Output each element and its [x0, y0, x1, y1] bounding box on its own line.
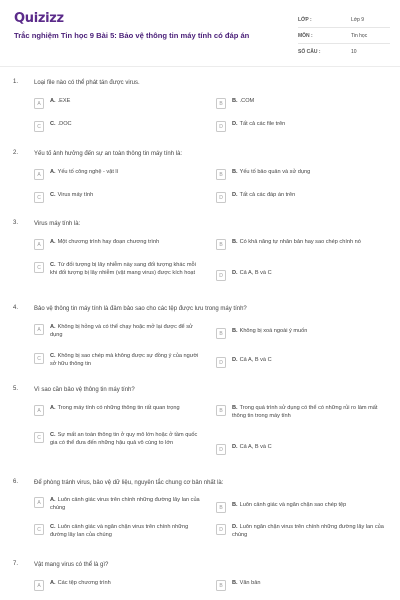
option-label: B. — [232, 328, 238, 334]
option-label: C. — [50, 524, 56, 530]
option-letter-box: B — [216, 502, 226, 513]
answer-option[interactable] — [216, 239, 392, 250]
info-label: LỚP : — [298, 16, 312, 23]
info-label: SỐ CÂU : — [298, 48, 321, 55]
answer-option[interactable] — [34, 192, 214, 203]
option-letter-box: C — [34, 262, 44, 273]
question-number: 6. — [13, 479, 19, 485]
option-label: B. — [232, 98, 238, 104]
answer-option[interactable] — [216, 121, 396, 132]
question-text: Virus máy tính là: — [34, 221, 81, 227]
option-letter-box: B — [216, 580, 226, 591]
info-row-count — [298, 44, 390, 59]
option-label: D. — [232, 121, 238, 127]
option-label: D. — [232, 192, 238, 198]
answer-option[interactable] — [34, 524, 206, 539]
answer-option[interactable] — [34, 239, 214, 250]
option-text: .COM — [239, 98, 255, 104]
info-row-grade — [298, 12, 390, 28]
option-label: D. — [232, 357, 238, 363]
option-label: A. — [50, 497, 56, 503]
question-text: Loại file nào có thể phát tán được virus. — [34, 80, 140, 86]
answer-option[interactable] — [216, 98, 396, 109]
option-letter-box: C — [34, 121, 44, 132]
answer-option[interactable] — [216, 444, 396, 455]
option-label: A. — [50, 98, 56, 104]
option-text: .EXE — [57, 98, 71, 104]
option-letter-box: B — [216, 98, 226, 109]
option-label: B. — [232, 239, 238, 245]
answer-option[interactable] — [216, 580, 396, 591]
option-label: A. — [50, 324, 56, 330]
answer-option[interactable] — [34, 169, 214, 180]
option-label: A. — [50, 239, 56, 245]
answer-option[interactable] — [34, 121, 214, 132]
option-text: Các tệp chương trình — [57, 580, 111, 586]
quizizz-logo: Quizizz — [14, 11, 64, 26]
option-text: Văn bản — [239, 580, 261, 586]
option-letter-box: B — [216, 405, 226, 416]
option-text: Từ đối tượng bị lây nhiễm này sang đối tượng khác mỗi khi đối tượng bị lây nhiễm (vật mang virus) được kích hoạt — [50, 262, 196, 276]
answer-option[interactable] — [216, 270, 396, 281]
option-text: Không bị sao chép mà không được sự đồng ý của người sở hữu thông tin — [50, 353, 199, 367]
info-box — [298, 12, 390, 59]
option-label: D. — [232, 444, 238, 450]
option-letter-box: B — [216, 328, 226, 339]
option-text: Tất cả các đáp án trên — [239, 192, 296, 198]
option-text: Cả A, B và C — [239, 357, 272, 363]
option-text: Cả A, B và C — [239, 444, 272, 450]
info-value: Tin học — [351, 32, 368, 39]
option-label: D. — [232, 270, 238, 276]
option-letter-box: C — [34, 432, 44, 443]
option-letter-box: B — [216, 239, 226, 250]
option-label: B. — [232, 169, 238, 175]
header-divider — [0, 66, 400, 67]
option-label: A. — [50, 405, 56, 411]
option-text: Trong quá trình sử dụng có thể có những rủi ro làm mất thông tin trong máy tính — [232, 405, 378, 419]
option-text: Virus máy tính — [57, 192, 94, 198]
option-letter-box: D — [216, 357, 226, 368]
option-label: C. — [50, 192, 56, 198]
option-letter-box: A — [34, 98, 44, 109]
option-letter-box: D — [216, 524, 226, 535]
answer-option[interactable] — [216, 405, 390, 420]
option-text: Luôn ngăn chặn virus trên chính những đường lây lan của chúng — [232, 524, 384, 538]
answer-option[interactable] — [34, 262, 204, 277]
option-letter-box: A — [34, 580, 44, 591]
question-number: 3. — [13, 220, 19, 226]
option-letter-box: A — [34, 405, 44, 416]
option-text: Không bị xoá ngoài ý muốn — [239, 328, 308, 334]
option-label: C. — [50, 121, 56, 127]
option-label: A. — [50, 169, 56, 175]
option-text: Có khả năng tự nhân bản hay sao chép chính nó — [239, 239, 361, 245]
option-text: Một chương trình hay đoạn chương trình — [57, 239, 160, 245]
option-letter-box: D — [216, 444, 226, 455]
answer-option[interactable] — [34, 432, 204, 447]
option-letter-box: C — [34, 524, 44, 535]
option-label: B. — [232, 580, 238, 586]
option-label: B. — [232, 405, 238, 411]
question-text: Để phòng tránh virus, bảo vệ dữ liệu, nguyên tắc chung cơ bản nhất là: — [34, 480, 224, 486]
option-label: B. — [232, 502, 238, 508]
info-row-subject — [298, 28, 390, 44]
answer-option[interactable] — [216, 357, 396, 368]
option-text: Sự mất an toàn thông tin ở quy mô lớn hoặc ở tầm quốc gia có thể đưa đến những hậu quả vô cùng to lớn — [50, 432, 198, 446]
option-letter-box: A — [34, 324, 44, 335]
option-text: .DOC — [57, 121, 72, 127]
option-text: Tất cả các file trên — [239, 121, 286, 127]
option-letter-box: D — [216, 270, 226, 281]
option-letter-box: A — [34, 497, 44, 508]
question-text: Vì sao cần bảo vệ thông tin máy tính? — [34, 387, 135, 393]
info-value: 10 — [351, 48, 357, 55]
info-value: Lớp 9 — [351, 16, 365, 23]
answer-option[interactable] — [34, 405, 204, 416]
answer-option[interactable] — [216, 328, 396, 339]
answer-option[interactable] — [34, 580, 214, 591]
option-text: Trong máy tính có những thông tin rất quan trọng — [57, 405, 180, 411]
question-number: 7. — [13, 561, 19, 567]
option-letter-box: D — [216, 121, 226, 132]
question-number: 4. — [13, 305, 19, 311]
question-number: 2. — [13, 150, 19, 156]
option-letter-box: C — [34, 192, 44, 203]
worksheet-title: Trắc nghiệm Tin học 9 Bài 5: Bảo vệ thông tin máy tính có đáp án — [14, 31, 250, 40]
answer-option[interactable] — [216, 192, 396, 203]
option-label: C. — [50, 262, 56, 268]
option-label: A. — [50, 580, 56, 586]
answer-option[interactable] — [34, 353, 204, 368]
option-label: C. — [50, 353, 56, 359]
option-text: Luôn cảnh giác và ngăn chặn sao chép tệp — [239, 502, 347, 508]
option-letter-box: A — [34, 239, 44, 250]
option-text: Yếu tố công nghệ - vật lí — [57, 169, 119, 175]
question-text: Yếu tố ảnh hưởng đến sự an toàn thông tin máy tính là: — [34, 151, 183, 157]
answer-option[interactable] — [216, 169, 396, 180]
option-letter-box: A — [34, 169, 44, 180]
option-letter-box: B — [216, 169, 226, 180]
option-text: Cả A, B và C — [239, 270, 272, 276]
option-letter-box: D — [216, 192, 226, 203]
question-text: Bảo vệ thông tin máy tính là đảm bảo sao cho các tệp được lưu trong máy tính? — [34, 306, 247, 312]
question-number: 5. — [13, 386, 19, 392]
answer-option[interactable] — [34, 324, 204, 339]
answer-option[interactable] — [216, 502, 392, 513]
info-label: MÔN : — [298, 32, 313, 39]
answer-option[interactable] — [216, 524, 392, 539]
answer-option[interactable] — [34, 98, 214, 109]
option-label: D. — [232, 524, 238, 530]
option-text: Không bị hỏng và có thể chạy hoặc mở lại được để sử dụng — [50, 324, 193, 338]
option-text: Luôn cảnh giác virus trên chính những đường lây lan của chúng — [50, 497, 200, 511]
option-text: Luôn cảnh giác và ngăn chặn virus trên chính những đường lây lan của chúng — [50, 524, 189, 538]
answer-option[interactable] — [34, 497, 206, 512]
option-letter-box: C — [34, 353, 44, 364]
question-number: 1. — [13, 79, 19, 85]
option-label: C. — [50, 432, 56, 438]
option-text: Yếu tố bảo quản và sử dụng — [239, 169, 311, 175]
question-text: Vật mang virus có thể là gì? — [34, 562, 109, 568]
